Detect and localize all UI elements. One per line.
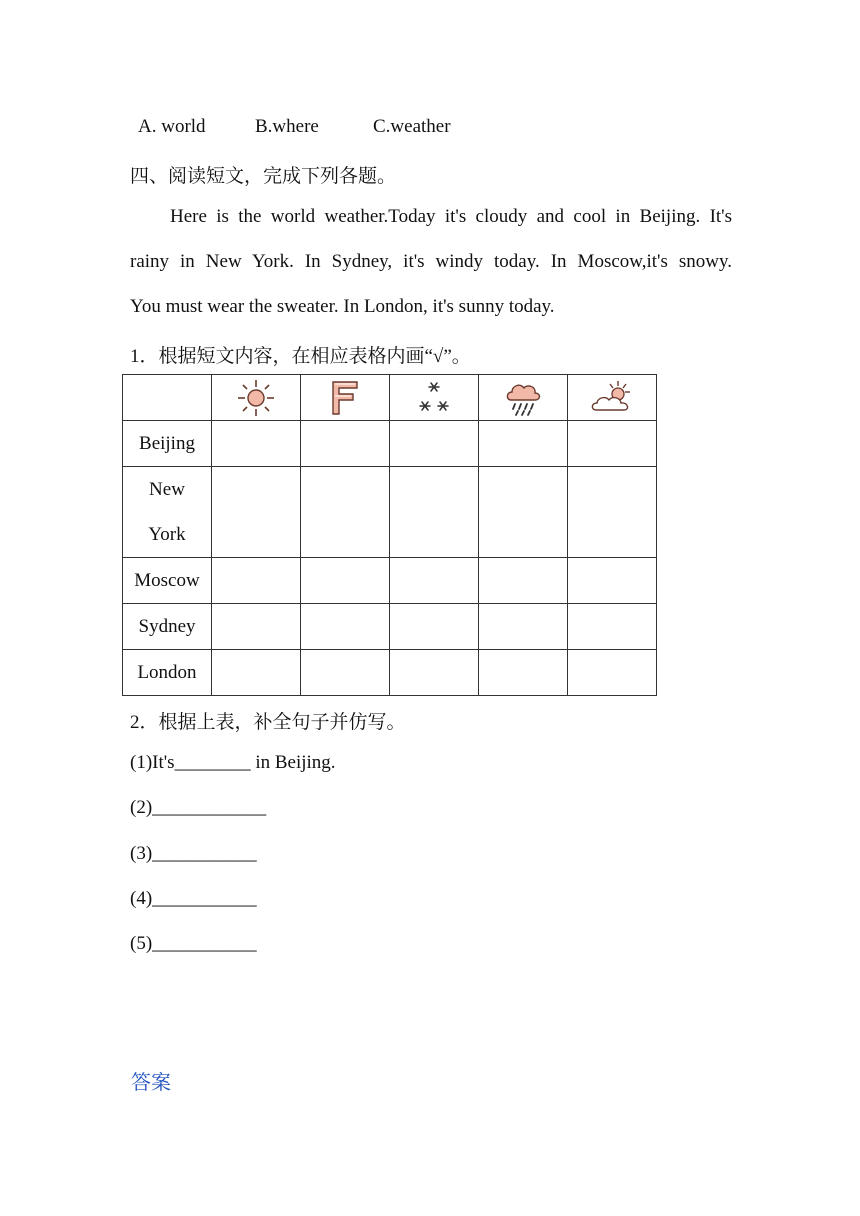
option-c: C.weather: [373, 116, 451, 137]
city-cell-sydney: Sydney: [123, 604, 212, 650]
check-cell[interactable]: [479, 421, 568, 467]
check-cell[interactable]: [390, 421, 479, 467]
blank-line-3[interactable]: (3)___________: [130, 843, 257, 864]
table-header-row: [123, 375, 657, 421]
weather-table: [122, 374, 657, 696]
check-cell[interactable]: [301, 604, 390, 650]
check-cell[interactable]: [301, 421, 390, 467]
cloud-sun-icon: [590, 378, 634, 418]
question-1: 1．根据短文内容，在相应表格内画“√”。: [130, 346, 471, 367]
city-cell-london: London: [123, 650, 212, 696]
check-cell[interactable]: [568, 421, 657, 467]
rain-cloud-icon: [503, 378, 543, 418]
check-cell[interactable]: [479, 467, 568, 558]
blank-line-4[interactable]: (4)___________: [130, 888, 257, 909]
check-cell[interactable]: [301, 650, 390, 696]
snowflakes-icon: [414, 378, 454, 418]
check-cell[interactable]: [568, 467, 657, 558]
check-cell[interactable]: [479, 650, 568, 696]
header-cell: [390, 375, 479, 421]
option-a: A. world: [138, 116, 206, 137]
passage-line-1: Here is the world weather.Today it's cloudy and cool in Beijing. It's: [170, 206, 732, 227]
table-row: [123, 421, 657, 467]
table-row: [123, 558, 657, 604]
check-cell[interactable]: [212, 558, 301, 604]
city-cell-moscow: Moscow: [123, 558, 212, 604]
header-cell: [568, 375, 657, 421]
table-corner-cell: [123, 375, 212, 421]
check-cell[interactable]: [390, 650, 479, 696]
question-2: 2．根据上表，补全句子并仿写。: [130, 712, 406, 733]
option-b: B.where: [255, 116, 319, 137]
answer-link[interactable]: 答案: [131, 1072, 171, 1094]
check-cell[interactable]: [479, 558, 568, 604]
check-cell[interactable]: [212, 467, 301, 558]
header-cell: [212, 375, 301, 421]
city-name-part-2: York: [148, 524, 186, 545]
blank-line-1[interactable]: (1)It's________ in Beijing.: [130, 752, 336, 773]
sun-icon: [236, 378, 276, 418]
passage-line-3: You must wear the sweater. In London, it's sunny today.: [130, 296, 555, 317]
blank-line-2[interactable]: (2)____________: [130, 797, 267, 818]
wind-flag-icon: [325, 378, 365, 418]
table-row: [123, 467, 657, 558]
check-cell[interactable]: [568, 604, 657, 650]
check-cell[interactable]: [301, 467, 390, 558]
city-cell-beijing: Beijing: [123, 421, 212, 467]
header-cell: [479, 375, 568, 421]
check-cell[interactable]: [212, 650, 301, 696]
check-cell[interactable]: [390, 467, 479, 558]
check-cell[interactable]: [212, 421, 301, 467]
check-cell[interactable]: [568, 558, 657, 604]
check-cell[interactable]: [390, 604, 479, 650]
passage-line-2: rainy in New York. In Sydney, it's windy today. In Moscow,it's snowy.: [130, 251, 732, 272]
table-row: [123, 604, 657, 650]
check-cell[interactable]: [390, 558, 479, 604]
table-row: [123, 650, 657, 696]
check-cell[interactable]: [568, 650, 657, 696]
city-cell-new-york: [123, 467, 212, 558]
check-cell[interactable]: [479, 604, 568, 650]
header-cell: [301, 375, 390, 421]
check-cell[interactable]: [212, 604, 301, 650]
blank-line-5[interactable]: (5)___________: [130, 933, 257, 954]
city-name-part-1: New: [149, 479, 185, 500]
section-title: 四、阅读短文，完成下列各题。: [130, 166, 397, 187]
check-cell[interactable]: [301, 558, 390, 604]
